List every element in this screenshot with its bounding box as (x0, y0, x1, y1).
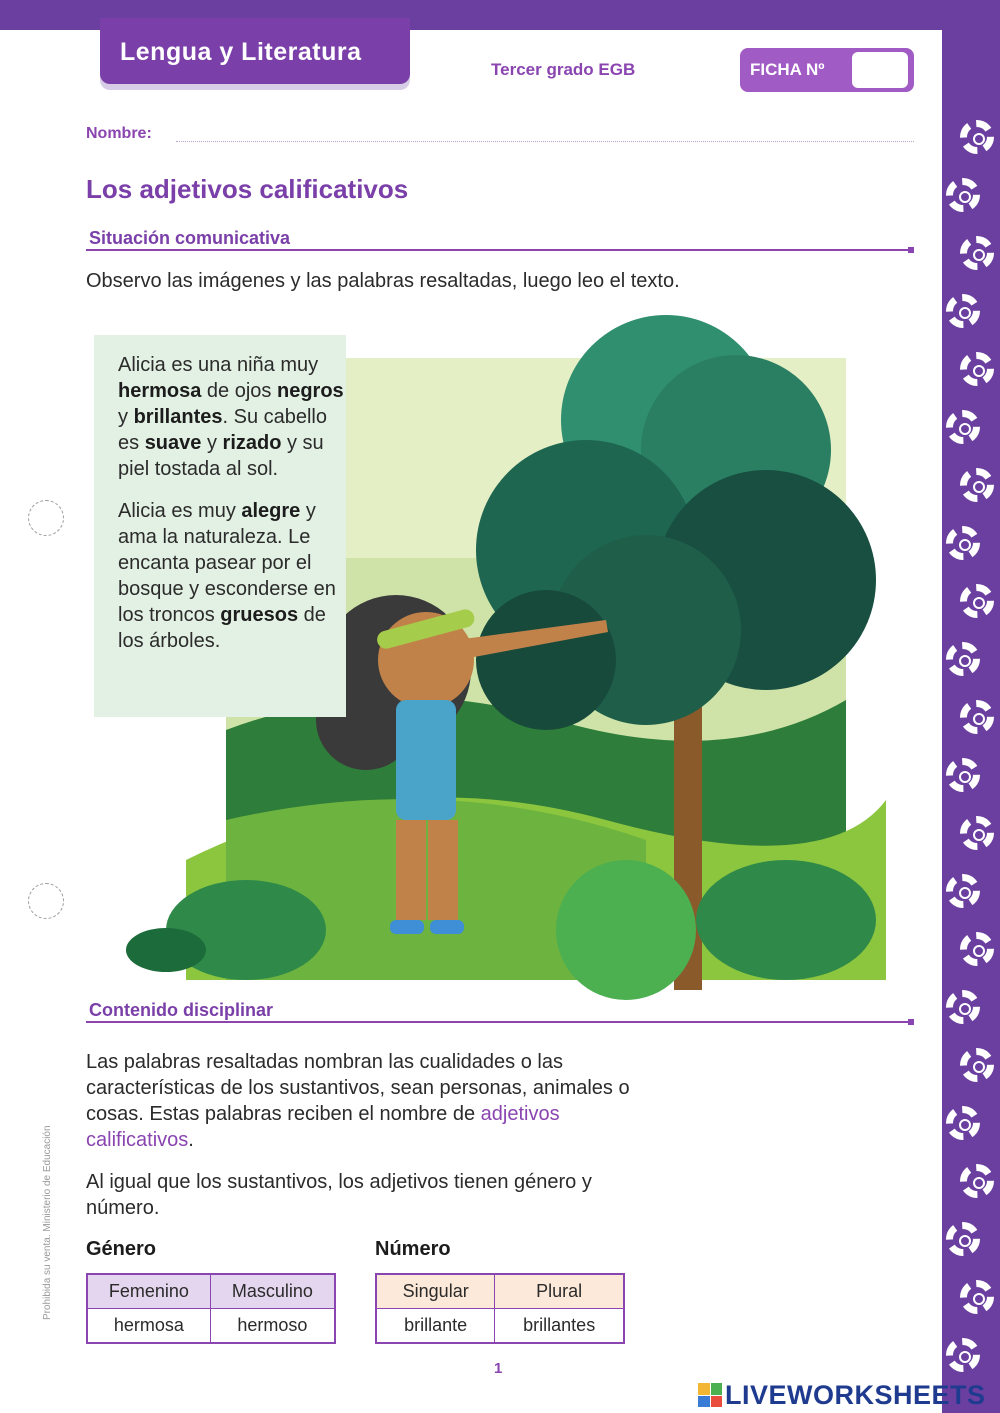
section-heading-contenido (86, 1000, 914, 1023)
liveworksheets-logo-icon (698, 1383, 722, 1407)
number-table-title: Número (375, 1238, 451, 1260)
story-run: Alicia es muy (118, 500, 242, 522)
page-number: 1 (494, 1360, 503, 1377)
adjective-highlight: hermosa (118, 380, 202, 402)
story-paragraph-1 (118, 352, 348, 482)
gear-icon (960, 816, 994, 850)
adjective-highlight: rizado (222, 432, 282, 454)
story-run: de ojos (201, 380, 277, 402)
story-run: . Su cabello es (118, 406, 327, 454)
gender-cell: hermosa (87, 1309, 210, 1344)
story-paragraph-2 (118, 498, 348, 654)
number-cell: brillantes (495, 1309, 624, 1344)
gear-icon (960, 352, 994, 386)
ficha-label: FICHA Nº (750, 60, 825, 79)
name-field[interactable] (176, 141, 914, 142)
gear-icon (946, 294, 980, 328)
story-run: y (118, 406, 134, 428)
story-run: Alicia es una niña muy (118, 354, 319, 376)
story-text (118, 352, 348, 670)
story-run: y su piel tostada al sol. (118, 432, 324, 480)
subject-title: Lengua y Literatura (120, 38, 362, 66)
gear-icon (946, 1222, 980, 1256)
number-cell: brillante (376, 1309, 495, 1344)
gear-icon (960, 1048, 994, 1082)
gear-icon (960, 468, 994, 502)
gear-icon (960, 120, 994, 154)
binder-hole (28, 883, 64, 919)
gear-icon (946, 526, 980, 560)
gender-header-fem: Femenino (87, 1274, 210, 1309)
section-heading-label: Contenido disciplinar (89, 1000, 274, 1020)
ficha-number-field[interactable] (852, 52, 908, 88)
gear-icon (946, 758, 980, 792)
grade-label: Tercer grado EGB (491, 60, 636, 79)
side-gear-strip (942, 0, 1000, 1413)
number-table (375, 1273, 625, 1344)
gear-icon (960, 584, 994, 618)
brand-text: LIVEWORKSHEETS (725, 1379, 986, 1410)
adjective-highlight: suave (144, 432, 202, 454)
number-header-plural: Plural (495, 1274, 624, 1309)
adjective-highlight: alegre (241, 500, 301, 522)
story-run: y ama la naturaleza. Le encanta pasear por el bosque y esconderse en los troncos (118, 500, 336, 626)
content-paragraph-2: Al igual que los sustantivos, los adjetivos tienen género y número. (86, 1171, 592, 1219)
content-text (86, 1049, 646, 1237)
gear-icon (946, 874, 980, 908)
gear-icon (960, 700, 994, 734)
subject-tab (100, 18, 410, 84)
gender-header-masc: Masculino (210, 1274, 335, 1309)
highlight-term: adjetivos calificativos (86, 1103, 560, 1151)
gear-icon (960, 1164, 994, 1198)
adjective-highlight: negros (276, 380, 344, 402)
adjective-highlight: gruesos (220, 604, 299, 626)
number-header-singular: Singular (376, 1274, 495, 1309)
content-paragraph-1: Las palabras resaltadas nombran las cualidades o las características de los sustantivos, sean personas, animales o cosas. Estas palabras reciben el nombre de adjetivos calificativos. (86, 1051, 630, 1151)
section-heading-label: Situación comunicativa (89, 228, 291, 248)
copyright-note: Prohibida su venta. Ministerio de Educación (42, 1125, 53, 1320)
gear-icon (946, 1106, 980, 1140)
liveworksheets-brand[interactable] (698, 1378, 986, 1412)
instruction-text: Observo las imágenes y las palabras resaltadas, luego leo el texto. (86, 270, 680, 292)
page-title: Los adjetivos calificativos (86, 174, 409, 204)
gear-icon (946, 178, 980, 212)
gear-icon (960, 932, 994, 966)
gear-icon (946, 1338, 980, 1372)
adjective-highlight: brillantes (133, 406, 223, 428)
binder-hole (28, 500, 64, 536)
ficha-badge (740, 48, 914, 92)
gear-icon (960, 236, 994, 270)
section-heading-situacion (86, 228, 914, 251)
gear-icon (946, 410, 980, 444)
story-run: y (201, 432, 223, 454)
story-run: de los árboles. (118, 604, 326, 652)
gear-icon (960, 1280, 994, 1314)
gender-table (86, 1273, 336, 1344)
gender-table-title: Género (86, 1238, 157, 1260)
gender-cell: hermoso (210, 1309, 335, 1344)
name-label: Nombre: (86, 125, 152, 142)
gear-icon (946, 642, 980, 676)
gear-icon (946, 990, 980, 1024)
